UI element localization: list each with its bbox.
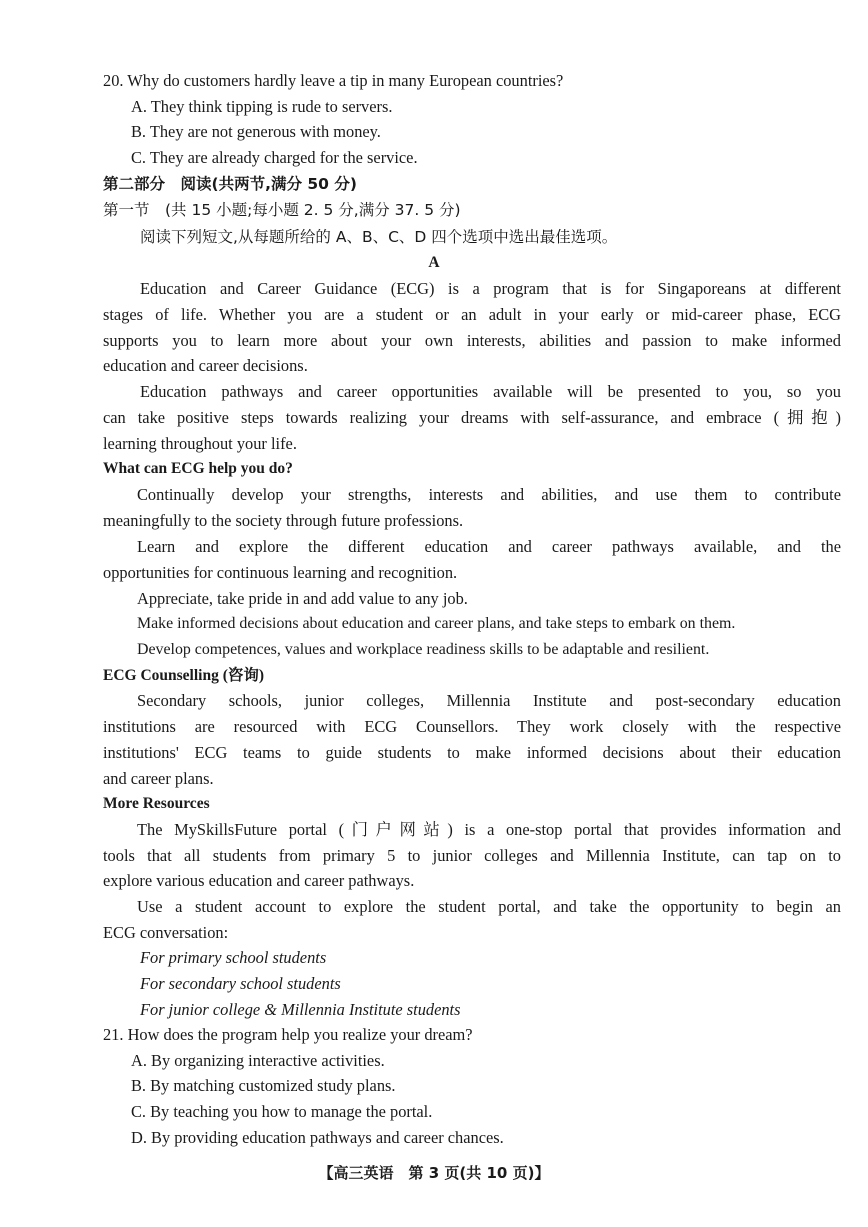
resources-line-3: explore various education and career pathways.: [103, 871, 415, 890]
counselling-line-1: Secondary schools, junior colleges, Millennia Institute and post-secondary education: [137, 691, 841, 710]
passage-paragraph-1-line-2: stages of life. Whether you are a student or an adult in your early or mid-career phase, ECG: [103, 305, 841, 324]
resources-line-1: The MySkillsFuture portal (门户网站) is a one-stop portal that provides information and: [137, 820, 841, 839]
reading-instruction: 阅读下列短文,从每题所给的 A、B、C、D 四个选项中选出最佳选项。: [140, 228, 618, 246]
question-20-option-b: B. They are not generous with money.: [131, 122, 381, 141]
counselling-line-3: institutions' ECG teams to guide students to make informed decisions about their education: [103, 743, 841, 762]
question-20-option-c: C. They are already charged for the service.: [131, 148, 418, 167]
passage-paragraph-2-line-1: Education pathways and career opportunities available will be presented to you, so you: [140, 382, 841, 401]
link-secondary-students: For secondary school students: [140, 974, 341, 993]
account-line-1: Use a student account to explore the student portal, and take the opportunity to begin an: [137, 897, 841, 916]
benefit-3: Appreciate, take pride in and add value to any job.: [137, 589, 468, 608]
part2-title: 第二部分 阅读(共两节,满分 50 分): [103, 175, 357, 193]
passage-paragraph-1-line-4: education and career decisions.: [103, 356, 308, 375]
passage-paragraph-2-line-3: learning throughout your life.: [103, 434, 297, 453]
question-21-option-d: D. By providing education pathways and career chances.: [131, 1128, 504, 1147]
link-junior-college-students: For junior college & Millennia Institute students: [140, 1000, 461, 1019]
benefit-2-line-1: Learn and explore the different education and career pathways available, and the: [137, 537, 841, 556]
benefit-1-line-2: meaningfully to the society through future professions.: [103, 511, 464, 530]
page-footer: 【高三英语 第 3 页(共 10 页)】: [318, 1164, 550, 1182]
question-20-stem: 20. Why do customers hardly leave a tip in many European countries?: [103, 71, 564, 90]
benefit-2-line-2: opportunities for continuous learning and recognition.: [103, 563, 458, 582]
passage-letter: A: [428, 254, 440, 271]
counselling-line-2: institutions are resourced with ECG Counsellors. They work closely with the respective: [103, 717, 841, 736]
question-21-option-b: B. By matching customized study plans.: [131, 1076, 396, 1095]
benefit-1-line-1: Continually develop your strengths, interests and abilities, and use them to contribute: [137, 485, 841, 504]
link-primary-students: For primary school students: [140, 948, 327, 967]
passage-paragraph-1-line-1: Education and Career Guidance (ECG) is a program that is for Singaporeans at different: [140, 279, 841, 298]
benefit-5: Develop competences, values and workplace readiness skills to be adaptable and resilient.: [137, 641, 710, 658]
heading-what-can-ecg-do: What can ECG help you do?: [103, 460, 293, 477]
account-line-2: ECG conversation:: [103, 923, 229, 942]
counselling-line-4: and career plans.: [103, 769, 214, 788]
heading-more-resources: More Resources: [103, 795, 210, 812]
question-20-option-a: A. They think tipping is rude to servers.: [131, 97, 393, 116]
section1-title: 第一节 (共 15 小题;每小题 2. 5 分,满分 37. 5 分): [103, 201, 461, 219]
benefit-4: Make informed decisions about education and career plans, and take steps to embark on them.: [137, 615, 736, 632]
passage-paragraph-2-line-2: can take positive steps towards realizing your dreams with self-assurance, and embrace (拥抱): [103, 408, 841, 427]
heading-ecg-counselling: ECG Counselling (咨询): [103, 667, 265, 684]
question-21-option-a: A. By organizing interactive activities.: [131, 1051, 385, 1070]
question-21-option-c: C. By teaching you how to manage the portal.: [131, 1102, 433, 1121]
question-21-stem: 21. How does the program help you realize your dream?: [103, 1025, 473, 1044]
resources-line-2: tools that all students from primary 5 to junior colleges and Millennia Institute, can tap on to: [103, 846, 841, 865]
passage-paragraph-1-line-3: supports you to learn more about your own interests, abilities and passion to make informed: [103, 331, 841, 350]
